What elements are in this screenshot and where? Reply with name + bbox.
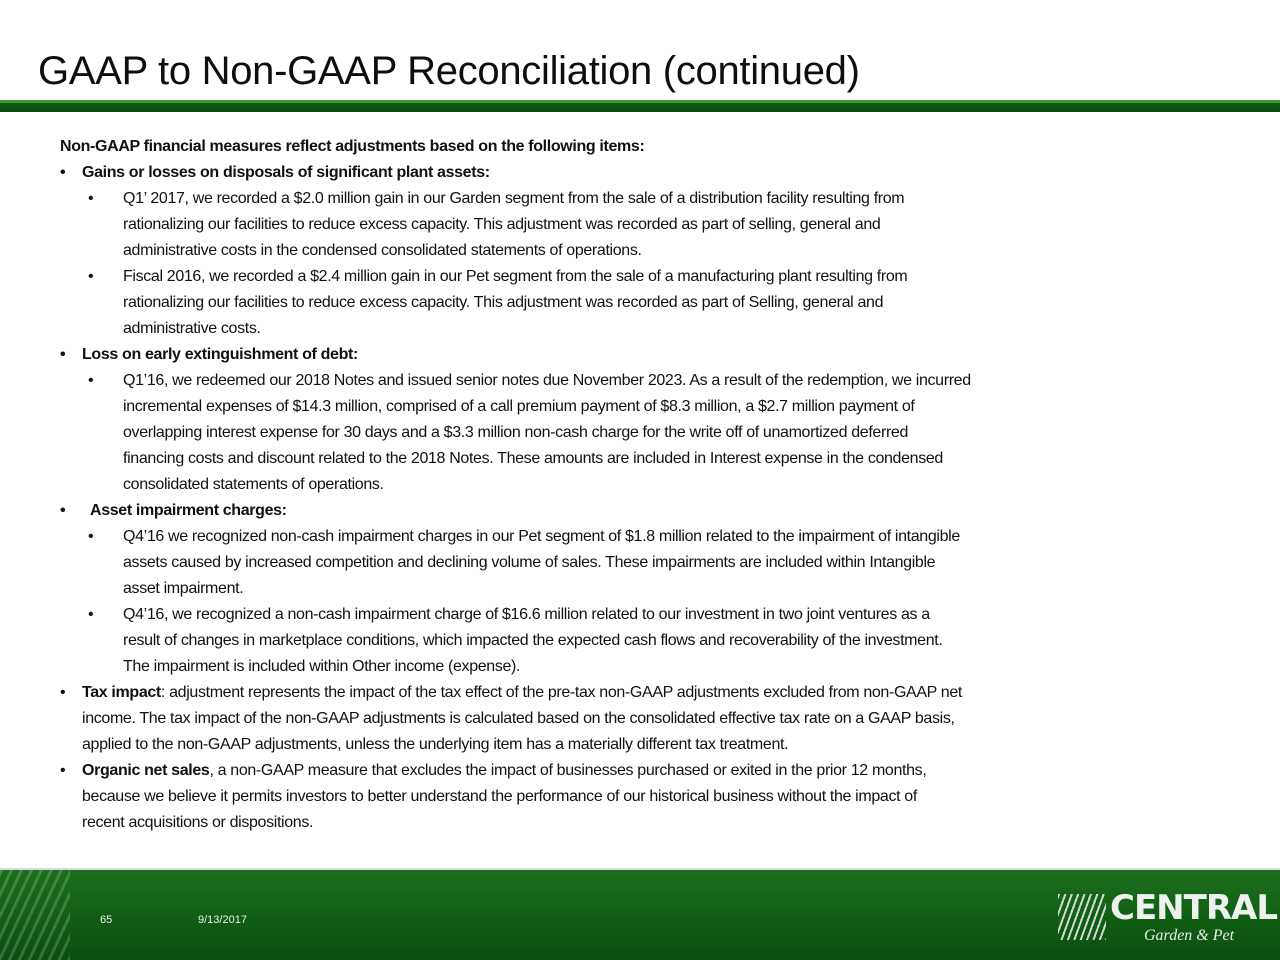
text: Fiscal 2016, we recorded a $2.4 million gain in our Pet segment from the sale of a manufacturing plant resulting from (123, 268, 908, 285)
section-gains-heading (60, 160, 1240, 186)
bullet-icon: • (60, 346, 66, 363)
bullet-icon: • (88, 606, 94, 623)
gains-item-2-line-2: rationalizing our facilities to reduce excess capacity. This adjustment was recorded as part of Selling, general and (123, 294, 884, 311)
impairment-item-1-line-3: asset impairment. (123, 580, 244, 597)
bullet-icon: • (60, 164, 66, 181)
section-tax-line-2: income. The tax impact of the non-GAAP adjustments is calculated based on the consolidated effective tax rate on a GAAP basis, (82, 710, 955, 727)
section-organic-line-3: recent acquisitions or dispositions. (82, 814, 314, 831)
gains-item-1-line-1 (60, 186, 1240, 212)
title-rule-thick (0, 103, 1280, 112)
organic-term: Organic net sales (82, 762, 210, 779)
slide-title: GAAP to Non-GAAP Reconciliation (continued) (38, 49, 860, 93)
decorative-stripes (0, 870, 70, 960)
intro-text: Non-GAAP financial measures reflect adjustments based on the following items: (60, 138, 645, 155)
bullet-icon: • (88, 528, 94, 545)
impairment-item-1-line-1 (60, 524, 1240, 550)
impairment-item-2-line-1 (60, 602, 1240, 628)
bullet-icon: • (88, 190, 94, 207)
section-tax-line-3: applied to the non-GAAP adjustments, unless the underlying item has a materially different tax treatment. (82, 736, 789, 753)
bullet-icon: • (60, 762, 66, 779)
section-impairment-heading (60, 498, 1240, 524)
gains-item-1-line-2: rationalizing our facilities to reduce excess capacity. This adjustment was recorded as part of selling, general and (123, 216, 881, 233)
section-tax-line-1 (60, 680, 1240, 706)
tax-rest: : adjustment represents the impact of the tax effect of the pre-tax non-GAAP adjustments excluded from non-GAAP net (160, 684, 963, 701)
organic-rest: , a non-GAAP measure that excludes the impact of businesses purchased or exited in the prior 12 months, (209, 762, 927, 779)
debt-item-1-line-4: financing costs and discount related to the 2018 Notes. These amounts are included in Interest expense in the condensed (123, 450, 943, 467)
debt-item-1-line-5: consolidated statements of operations. (123, 476, 384, 493)
text: Q4’16, we recognized a non-cash impairment charge of $16.6 million related to our investment in two joint ventures as a (123, 606, 930, 623)
gains-item-1-line-3: administrative costs in the condensed consolidated statements of operations. (123, 242, 642, 259)
debt-item-1-line-1 (60, 368, 1240, 394)
section-impairment-heading-text: Asset impairment charges: (90, 502, 287, 519)
text: Q1’16, we redeemed our 2018 Notes and issued senior notes due November 2023. As a result of the redemption, we incurred (123, 372, 971, 389)
impairment-item-1-line-2: assets caused by increased competition and declining volume of sales. These impairments are included within Intangible (123, 554, 936, 571)
tax-term: Tax impact (82, 684, 161, 701)
bullet-icon: • (60, 684, 66, 701)
gains-item-2-line-1 (60, 264, 1240, 290)
debt-item-1-line-2: incremental expenses of $14.3 million, comprised of a call premium payment of $8.3 million, a $2.7 million payment of (123, 398, 915, 415)
bullet-icon: • (88, 268, 94, 285)
section-gains-heading-text: Gains or losses on disposals of significant plant assets: (82, 164, 490, 181)
logo-wordmark: CENTRAL (1110, 888, 1277, 928)
text: Q1’ 2017, we recorded a $2.0 million gain in our Garden segment from the sale of a distribution facility resulting from (123, 190, 905, 207)
section-debt-heading (60, 342, 1240, 368)
logo-tagline: Garden & Pet (1144, 927, 1235, 944)
section-organic-line-1 (60, 758, 1240, 784)
footer-bar (0, 870, 1280, 960)
gains-item-2-line-3: administrative costs. (123, 320, 261, 337)
text: Q4’16 we recognized non-cash impairment charges in our Pet segment of $1.8 million related to the impairment of intangible (123, 528, 960, 545)
section-debt-heading-text: Loss on early extinguishment of debt: (82, 346, 358, 363)
debt-item-1-line-3: overlapping interest expense for 30 days and a $3.3 million non-cash charge for the write off of unamortized deferred (123, 424, 909, 441)
bullet-icon: • (60, 502, 66, 519)
impairment-item-2-line-3: The impairment is included within Other income (expense). (123, 658, 521, 675)
impairment-item-2-line-2: result of changes in marketplace conditions, which impacted the expected cash flows and recoverability of the investment. (123, 632, 943, 649)
slide-body (60, 134, 1240, 836)
page-number: 65 (100, 914, 113, 926)
footer-date: 9/13/2017 (198, 914, 247, 926)
company-logo (1058, 888, 1277, 954)
section-organic-line-2: because we believe it permits investors to better understand the performance of our historical business without the impact of (82, 788, 917, 805)
logo-stripes-icon (1058, 894, 1106, 940)
bullet-icon: • (88, 372, 94, 389)
